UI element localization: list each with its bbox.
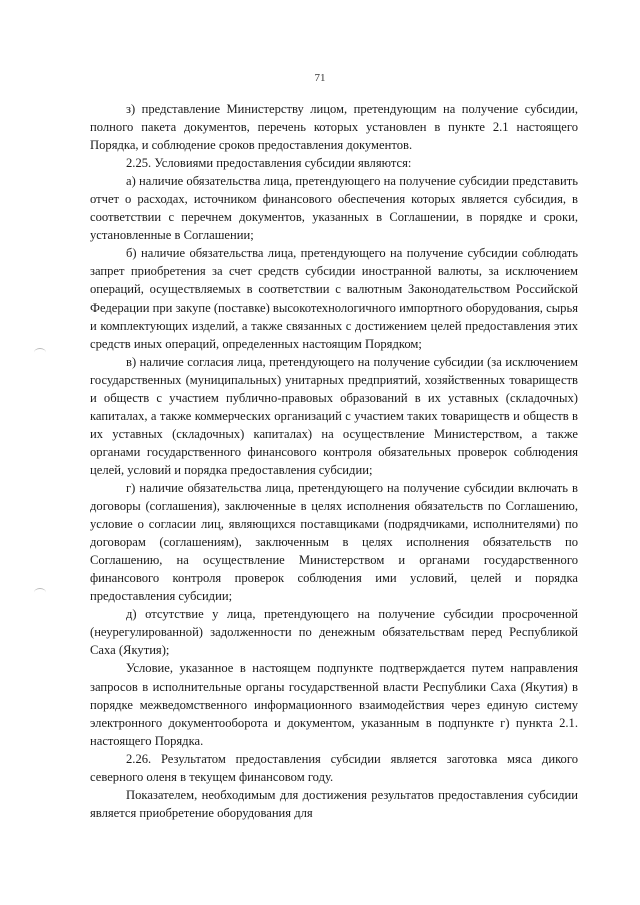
paragraph-b: б) наличие обязательства лица, претендующего на получение субсидии соблюдать запрет приобретения за счет средств субсидии иностранной валюты, за исключением операций, осуществляемых в соответствии с валютным Законодательством Российской Федерации при закупе (поставке) высокотехнологичного импортного оборудования, сырья и комплектующих изделий, а также связанных с достижением целей предоставления этих средств иных операций, определенных настоящим Порядком; — [90, 246, 578, 351]
page-number: 71 — [314, 72, 326, 84]
scan-hole-mark — [34, 588, 46, 597]
document-body — [90, 100, 578, 822]
paragraph-indicator: Показателем, необходимым для достижения результатов предоставления субсидии является приобретение оборудования для — [90, 787, 578, 820]
paragraph-a: а) наличие обязательства лица, претендующего на получение субсидии представить отчет о расходах, источником финансового обеспечения которых является субсидия, в соответствии с перечнем документов, указанных в Соглашении, в порядке и сроки, установленные в Соглашении; — [90, 174, 578, 243]
paragraph-2-26: 2.26. Результатом предоставления субсидии является заготовка мяса дикого северного оленя в текущем финансовом году. — [90, 751, 578, 784]
paragraph-condition: Условие, указанное в настоящем подпункте подтверждается путем направления запросов в исполнительные органы государственной власти Республики Саха (Якутия) в порядке межведомственного информационного взаимодействия через единую систему электронного документооборота и документом, указанным в подпункте г) пункта 2.1. настоящего Порядка. — [90, 661, 578, 748]
paragraph-g: г) наличие обязательства лица, претендующего на получение субсидии включать в договоры (соглашения), заключенные в целях исполнения обязательств по Соглашению, условие о согласии лиц, являющихся поставщиками (подрядчиками, исполнителями) по договорам (соглашениям), заключенным в целях исполнения обязательств по Соглашению, на осуществление Министерством и органами государственного финансового контроля проверок соблюдения ими условий, целей и порядка предоставления субсидии; — [90, 480, 578, 604]
scan-hole-mark — [34, 348, 46, 357]
paragraph-d: д) отсутствие у лица, претендующего на получение субсидии просроченной (неурегулированной) задолженности по денежным обязательствам перед Республикой Саха (Якутия); — [90, 607, 578, 658]
paragraph-2-25: 2.25. Условиями предоставления субсидии являются: — [126, 156, 412, 171]
paragraph-z: з) представление Министерству лицом, претендующим на получение субсидии, полного пакета документов, перечень которых установлен в пункте 2.1 настоящего Порядка, и соблюдение сроков предоставления документов. — [90, 102, 578, 153]
paragraph-v: в) наличие согласия лица, претендующего на получение субсидии (за исключением государственных (муниципальных) унитарных предприятий, хозяйственных товариществ и обществ с участием публично-правовых образований в их уставных (складочных) капиталах, а также коммерческих организаций с участием таких товариществ и обществ в их уставных (складочных) капиталах) на осуществление Министерством, а также органами государственного финансового контроля обязательных проверок соблюдения целей, условий и порядка предоставления субсидии; — [90, 354, 578, 477]
